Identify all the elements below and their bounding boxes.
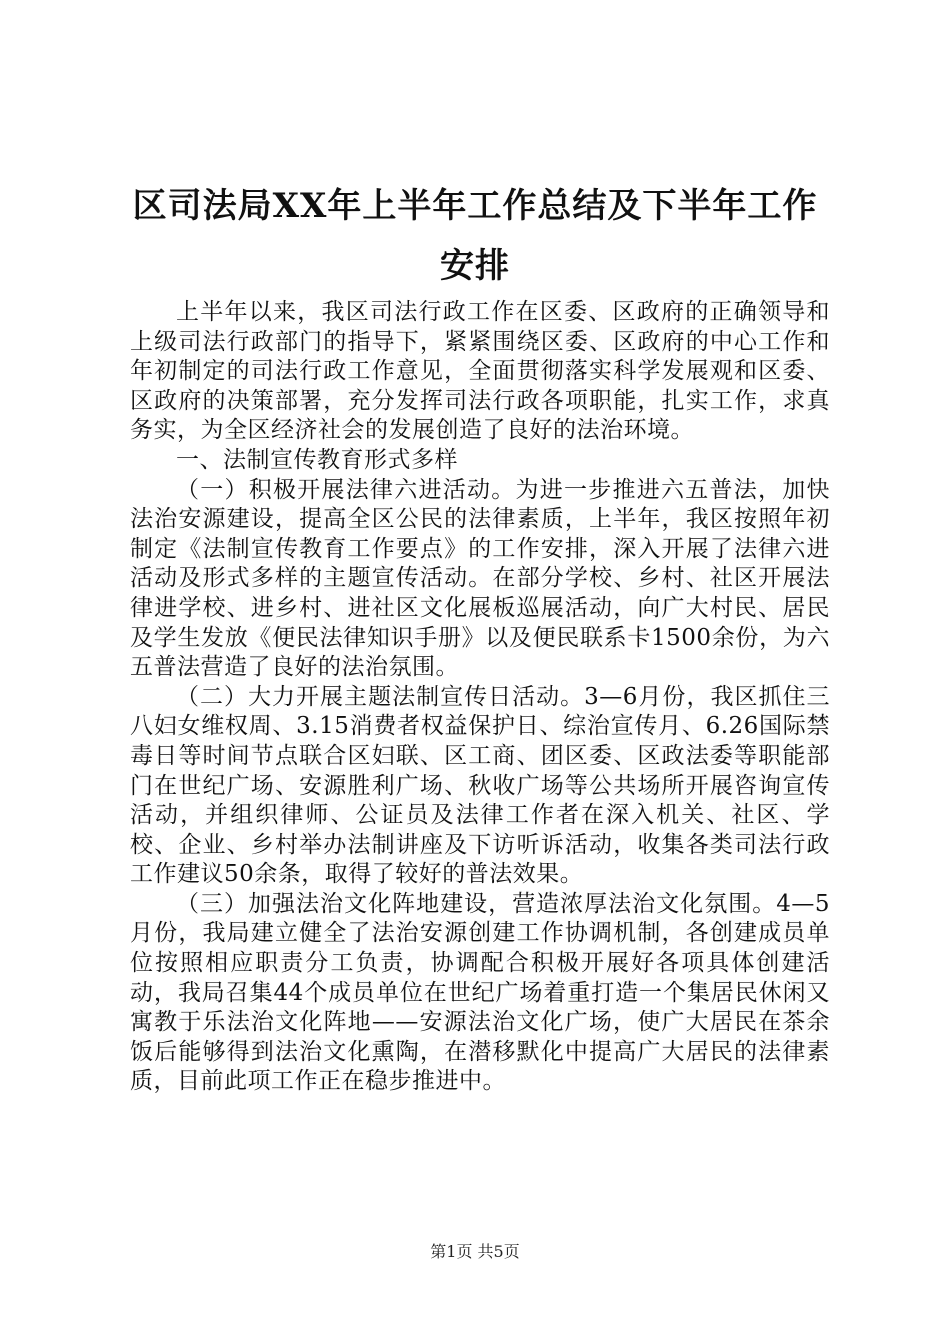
body-paragraph: （一）积极开展法律六进活动。为进一步推进六五普法，加快法治安源建设，提高全区公民的法律素质，上半年，我区按照年初制定《法制宣传教育工作要点》的工作安排，深入开展了法律六进活动及形式多样的主题宣传活动。在部分学校、乡村、社区开展法律进学校、进乡村、进社区文化展板巡展活动，向广大村民、居民及学生发放《便民法律知识手册》以及便民联系卡1500余份，为六五普法营造了良好的法治氛围。 bbox=[130, 476, 830, 681]
section-heading: 一、法制宣传教育形式多样 bbox=[176, 446, 458, 473]
document-body bbox=[130, 298, 830, 1097]
body-paragraph: （二）大力开展主题法制宣传日活动。3—6月份，我区抓住三八妇女维权周、3.15消费者权益保护日、综治宣传月、6.26国际禁毒日等时间节点联合区妇联、区工商、团区委、区政法委等职能部门在世纪广场、安源胜利广场、秋收广场等公共场所开展咨询宣传活动，并组织律师、公证员及法律工作者在深入机关、社区、学校、企业、乡村举办法制讲座及下访听诉活动，收集各类司法行政工作建议50余条，取得了较好的普法效果。 bbox=[130, 683, 830, 888]
body-paragraph: （三）加强法治文化阵地建设，营造浓厚法治文化氛围。4—5月份，我局建立健全了法治安源创建工作协调机制，各创建成员单位按照相应职责分工负责，协调配合积极开展好各项具体创建活动，我局召集44个成员单位在世纪广场着重打造一个集居民休闲又寓教于乐法治文化阵地——安源法治文化广场，使广大居民在茶余饭后能够得到法治文化熏陶，在潜移默化中提高广大居民的法律素质，目前此项工作正在稳步推进中。 bbox=[130, 890, 830, 1095]
page-number-footer: 第1页 共5页 bbox=[430, 1242, 520, 1261]
intro-paragraph: 上半年以来，我区司法行政工作在区委、区政府的正确领导和上级司法行政部门的指导下，紧紧围绕区委、区政府的中心工作和年初制定的司法行政工作意见，全面贯彻落实科学发展观和区委、区政府的决策部署，充分发挥司法行政各项职能，扎实工作，求真务实，为全区经济社会的发展创造了良好的法治环境。 bbox=[130, 299, 830, 444]
document-title: 区司法局XX年上半年工作总结及下半年工作安排 bbox=[132, 186, 818, 286]
